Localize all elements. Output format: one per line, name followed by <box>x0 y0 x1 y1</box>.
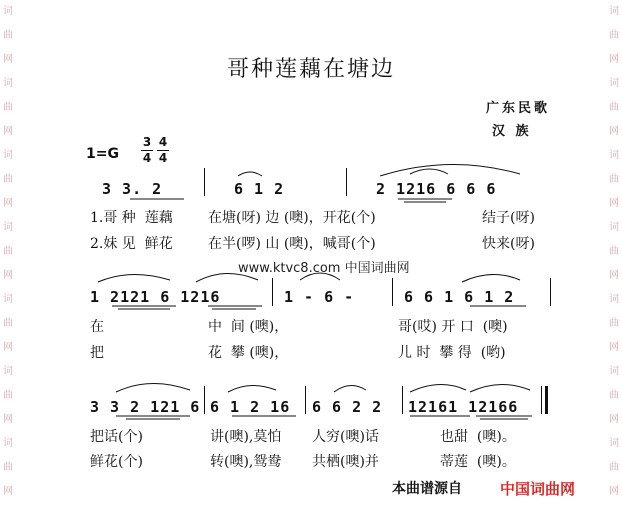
lyric-s2-v2-a: 把 <box>90 345 104 361</box>
side-watermark-char: 网 <box>3 270 13 281</box>
genre-credit: 广东民歌 <box>486 101 551 116</box>
lyric-s2-v1-c: 哥(哎) 开 口 (噢) <box>398 319 508 335</box>
side-watermark-char: 词 <box>3 222 13 233</box>
side-watermark-char: 曲 <box>3 390 13 401</box>
notes-s2-m2: 1 - 6 - <box>284 288 355 306</box>
notes-s3-m3: 6 6 2 2 <box>312 398 383 416</box>
key-signature: 1=G <box>86 146 119 162</box>
side-watermark-char: 曲 <box>3 30 13 41</box>
slur <box>196 273 258 282</box>
notes-s2-m3: 6 6 1 6 1 2 <box>404 288 515 306</box>
side-watermark-char: 网 <box>609 54 619 65</box>
side-watermark-char: 词 <box>609 366 619 377</box>
lyric-s3-v1-c: 人穷(噢)话 <box>312 429 379 445</box>
lyric-s3-v2-d: 蒂莲 (噢)。 <box>440 454 516 470</box>
slur <box>334 385 366 392</box>
side-watermark-char: 曲 <box>609 102 619 113</box>
notes-s2-m1: 1 2121 6 1216 <box>90 288 221 306</box>
slur <box>410 169 448 174</box>
side-watermark-char: 网 <box>609 342 619 353</box>
lyric-s3-v2-a: 鲜花(个) <box>90 454 143 470</box>
side-watermark-char: 曲 <box>609 174 619 185</box>
side-watermark-char: 网 <box>3 54 13 65</box>
notes-s1-m3: 2 1216 6 6 6 <box>376 180 497 198</box>
slur <box>462 274 520 282</box>
notes-s1-m2: 6 1 2 <box>234 180 285 198</box>
lyric-s3-v2-c: 共栖(噢)并 <box>312 454 379 470</box>
side-watermark-char: 曲 <box>609 462 619 473</box>
side-watermark-char: 词 <box>609 222 619 233</box>
lyric-s1-v1-b: 在塘(呀) 边 (噢)，开花(个) <box>208 210 376 226</box>
side-watermark-char: 网 <box>3 198 13 209</box>
footer-source-label: 本曲谱源自 <box>392 481 462 497</box>
lyric-s1-v2-a: 2.妹 见 鲜花 <box>90 236 173 252</box>
notes-s3-m4: 12161 12166 <box>408 398 519 416</box>
slur <box>300 273 340 280</box>
side-watermark-char: 词 <box>3 294 13 305</box>
ethnicity-credit: 汉 族 <box>492 124 532 139</box>
side-watermark-char: 网 <box>609 198 619 209</box>
time-sig-denominator: 4 <box>142 151 152 165</box>
slur <box>410 384 466 392</box>
lyric-s3-v2-b: 转(噢),鸳鸯 <box>210 454 282 470</box>
footer-site-link[interactable]: 中国词曲网 <box>500 480 576 498</box>
side-watermark-char: 曲 <box>3 462 13 473</box>
slur <box>238 172 262 176</box>
notes-s1-m1: 3 3. 2 <box>102 180 163 198</box>
slur <box>470 384 530 392</box>
side-watermark-char: 曲 <box>609 390 619 401</box>
lyric-s3-v1-b: 讲(噢),莫怕 <box>210 429 282 445</box>
side-watermark-char: 网 <box>3 414 13 425</box>
side-watermark-char: 网 <box>609 126 619 137</box>
time-sig-numerator: 4 <box>158 135 168 149</box>
side-watermark-char: 网 <box>609 270 619 281</box>
side-watermark-char: 词 <box>3 150 13 161</box>
song-title: 哥种莲藕在塘边 <box>226 57 395 82</box>
side-watermark-char: 词 <box>3 78 13 89</box>
side-watermark-char: 词 <box>3 366 13 377</box>
side-watermark-char: 词 <box>3 6 13 17</box>
lyric-s1-v2-c: 快来(呀) <box>482 236 535 252</box>
slur <box>98 274 170 282</box>
side-watermark-char: 网 <box>609 414 619 425</box>
side-watermark-char: 曲 <box>609 318 619 329</box>
site-watermark: www.ktvc8.com 中国词曲网 <box>238 261 410 276</box>
slur <box>116 383 190 392</box>
side-watermark-char: 网 <box>609 486 619 497</box>
lyric-s1-v2-b: 在半(啰) 山 (噢)，喊哥(个) <box>208 236 376 252</box>
side-watermark-char: 词 <box>609 78 619 89</box>
side-watermark-char: 网 <box>3 486 13 497</box>
lyric-s3-v1-a: 把话(个) <box>90 429 143 445</box>
side-watermark-char: 曲 <box>3 102 13 113</box>
lyric-s2-v1-a: 在 <box>90 319 104 335</box>
side-watermark-char: 曲 <box>3 246 13 257</box>
side-watermark-char: 曲 <box>609 246 619 257</box>
time-sig-denominator: 4 <box>158 151 168 165</box>
side-watermark-char: 网 <box>3 126 13 137</box>
side-watermark-char: 网 <box>3 342 13 353</box>
side-watermark-char: 曲 <box>609 30 619 41</box>
notes-s3-m2: 6 1 2 16 <box>210 398 291 416</box>
lyric-s2-v1-b: 中 间 (噢)， <box>208 319 289 335</box>
side-watermark-char: 词 <box>609 6 619 17</box>
notes-s3-m1: 3 3 2 121 6 <box>90 398 201 416</box>
slur <box>380 164 520 176</box>
lyric-s1-v1-a: 1.哥 种 莲藕 <box>90 210 173 226</box>
lyric-s2-v2-c: 儿 时 攀 得 (哟) <box>398 345 506 361</box>
slur <box>228 385 276 392</box>
lyric-s3-v1-d: 也甜 (噢)。 <box>440 429 516 445</box>
lyric-s2-v2-b: 花 攀 (噢)， <box>208 345 289 361</box>
side-watermark-char: 词 <box>3 438 13 449</box>
side-watermark-char: 曲 <box>3 318 13 329</box>
side-watermark-char: 曲 <box>3 174 13 185</box>
time-sig-numerator: 3 <box>142 135 152 149</box>
side-watermark-char: 词 <box>609 294 619 305</box>
lyric-s1-v1-c: 结子(呀) <box>482 210 535 226</box>
side-watermark-char: 词 <box>609 438 619 449</box>
side-watermark-char: 词 <box>609 150 619 161</box>
